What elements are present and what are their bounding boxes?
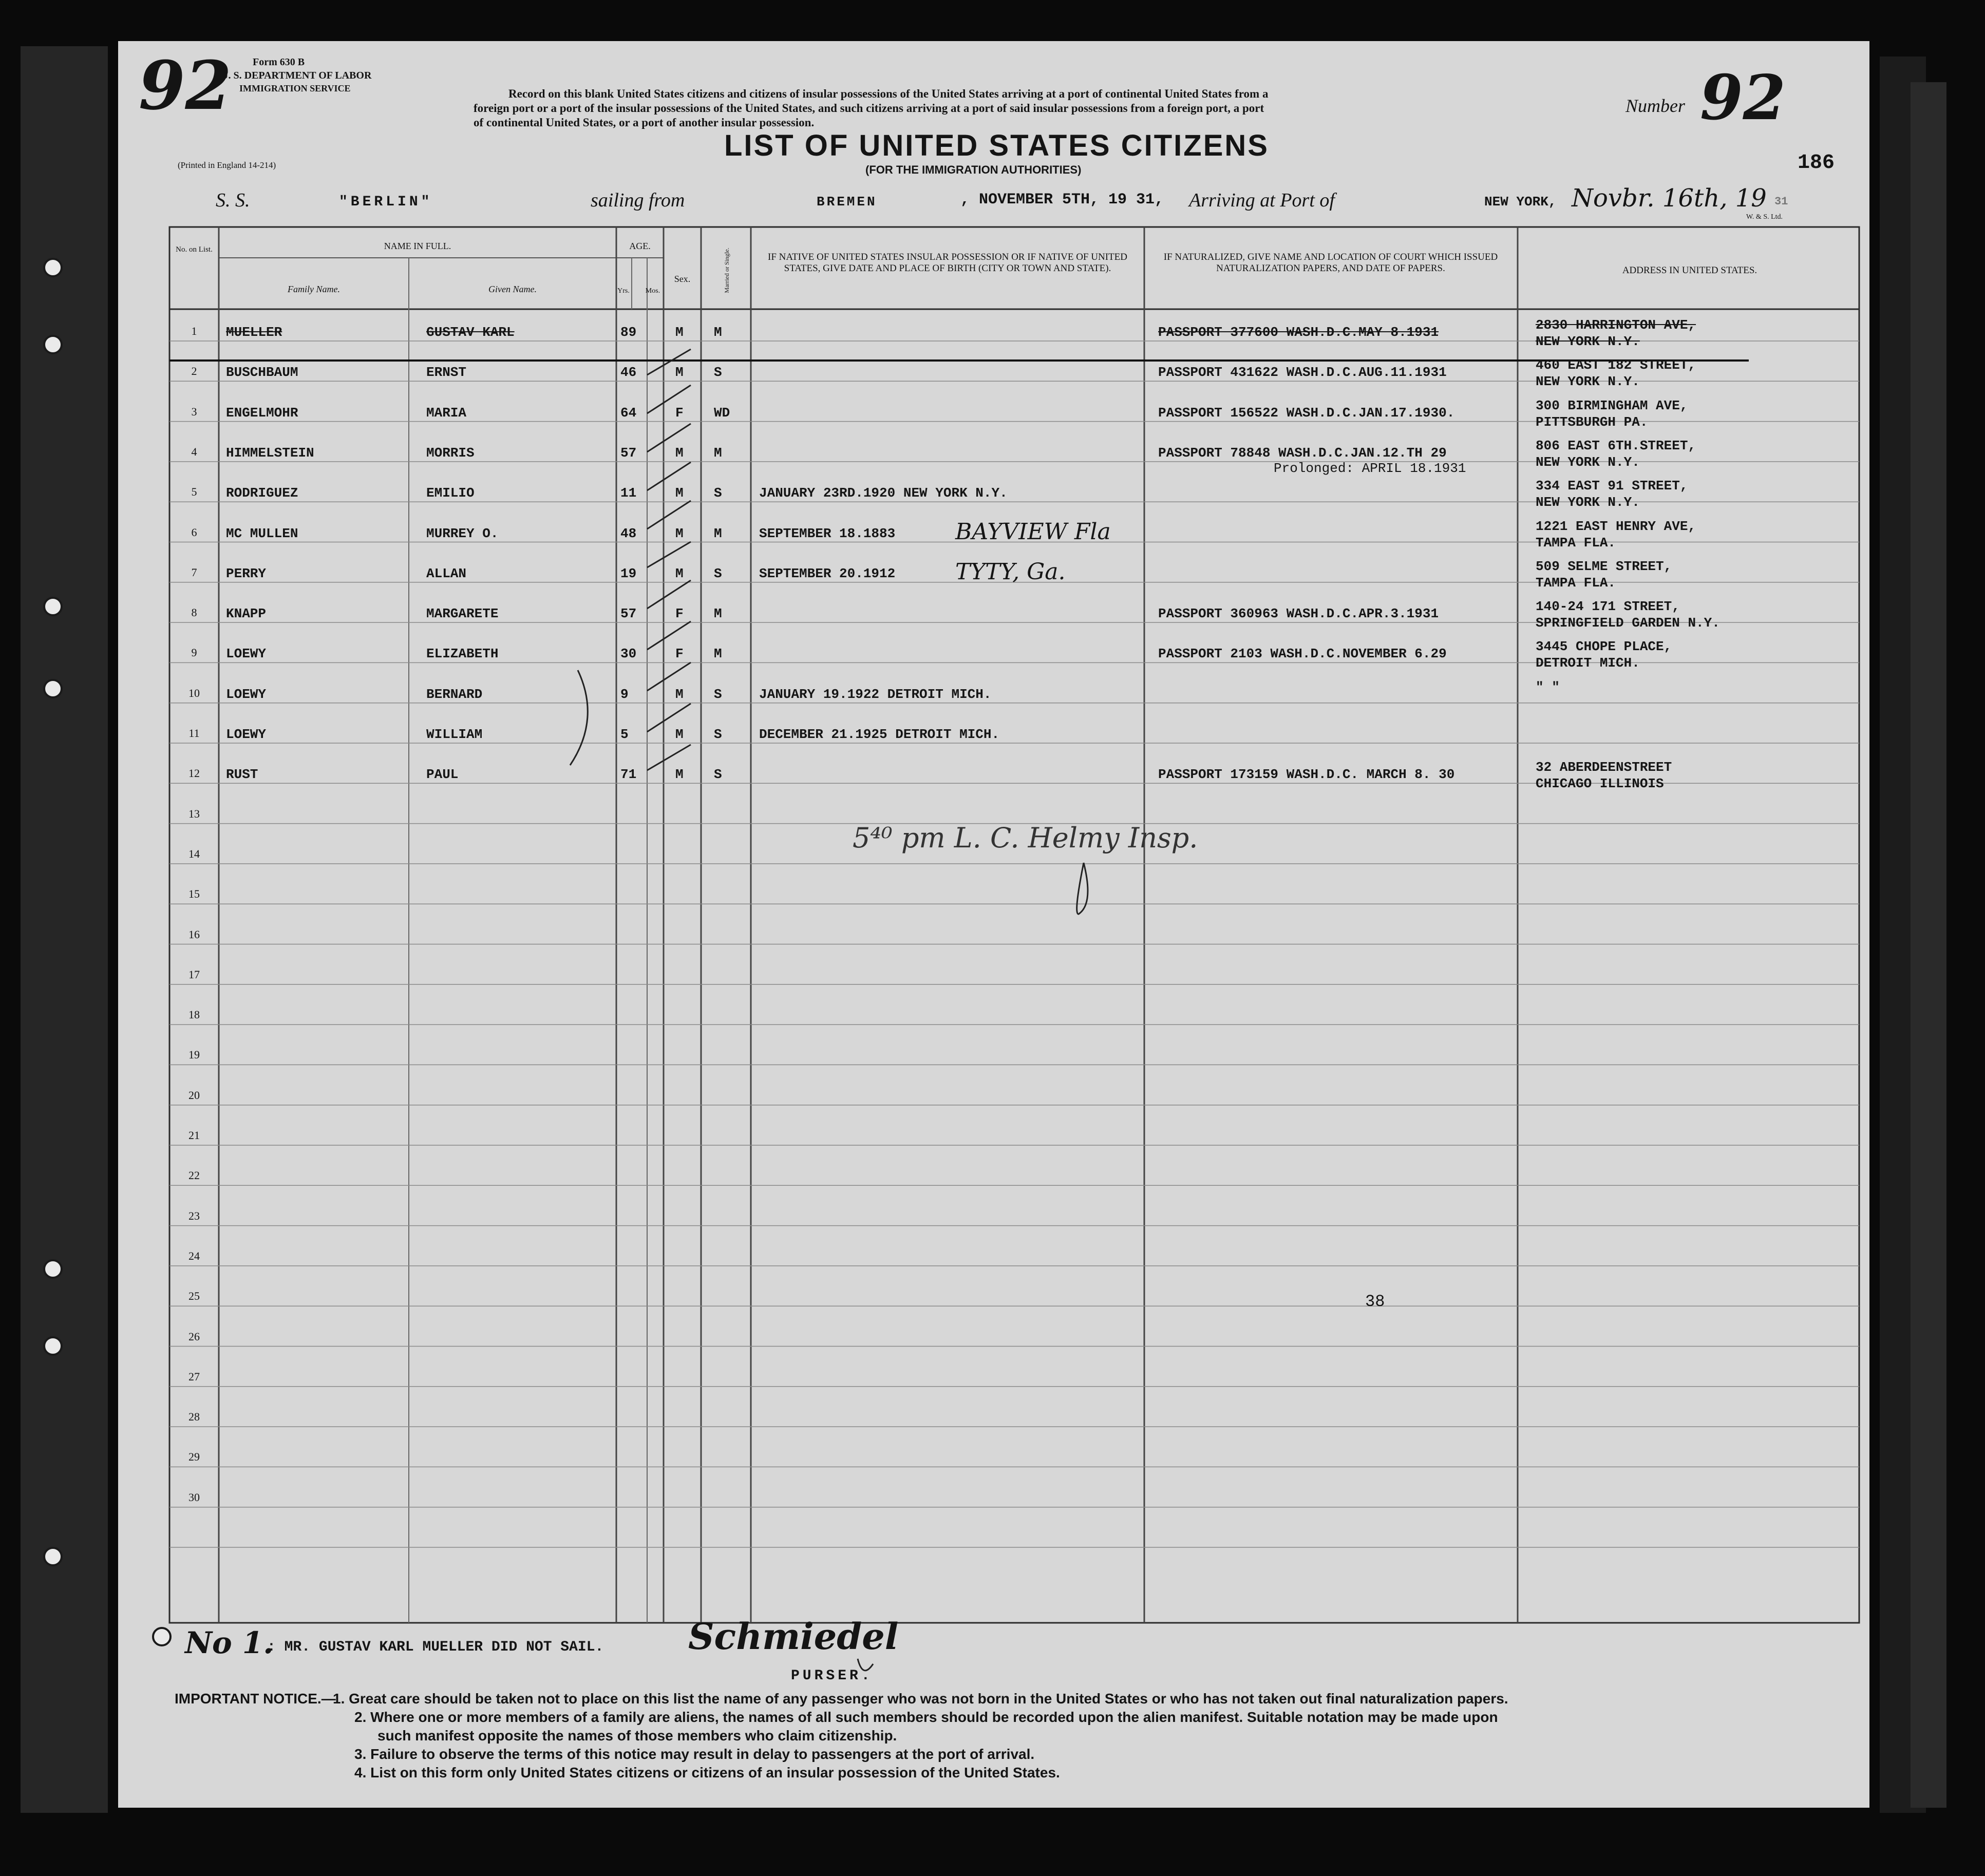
birth-date-place: SEPTEMBER 18.1883 xyxy=(759,525,896,541)
manifest-sheet xyxy=(118,41,1869,1808)
instruction-line-1: Record on this blank United States citizens and citizens of insular possessions of the United States arriving at a port of continental United States from a xyxy=(508,87,1269,100)
address-line-2: NEW YORK N.Y. xyxy=(1536,495,1640,510)
sex: M xyxy=(675,686,684,702)
binder-hole xyxy=(43,1336,63,1356)
address-line-1: 32 ABERDEENSTREET xyxy=(1536,760,1672,775)
arrival-date: Novbr. 16th, 19 xyxy=(1572,184,1767,213)
given-name: ALLAN xyxy=(426,565,467,581)
marital-status: S xyxy=(714,767,722,783)
row-number: 17 xyxy=(188,968,200,981)
page-number-left: 92 xyxy=(139,46,232,125)
sex: F xyxy=(675,606,684,622)
age-years: 89 xyxy=(620,325,637,340)
sex: F xyxy=(675,405,684,421)
address-line-1: 3445 CHOPE PLACE, xyxy=(1536,639,1672,655)
given-name: EMILIO xyxy=(426,485,475,501)
birth-date-place: DECEMBER 21.1925 DETROIT MICH. xyxy=(759,727,1000,742)
notice-4: 4. List on this form only United States citizens or citizens of an insular possession of the United States. xyxy=(354,1765,1060,1780)
given-name: PAUL xyxy=(426,767,459,783)
notice-heading: IMPORTANT NOTICE.— xyxy=(175,1691,336,1707)
row-number: 7 xyxy=(191,565,197,579)
row-number: 26 xyxy=(188,1330,200,1343)
address-line-1: 300 BIRMINGHAM AVE, xyxy=(1536,397,1688,413)
purser-label: PURSER. xyxy=(791,1668,873,1684)
col-given-name: Given Name. xyxy=(488,284,537,294)
row-number: 9 xyxy=(191,646,197,659)
given-name: ERNST xyxy=(426,365,467,381)
address-line-1: 460 EAST 182 STREET, xyxy=(1536,357,1696,373)
given-name: MORRIS xyxy=(426,445,475,461)
row-number: 11 xyxy=(188,727,200,740)
age-years: 46 xyxy=(620,365,637,381)
form-id: Form 630 B xyxy=(253,56,305,68)
age-years: 48 xyxy=(620,525,637,541)
notice-1: 1. Great care should be taken not to place on this list the name of any passenger who was not born in the United States or who has not taken out final naturalization papers. xyxy=(333,1691,1508,1707)
family-name: MUELLER xyxy=(226,325,282,340)
row-number: 4 xyxy=(191,445,197,458)
family-name: PERRY xyxy=(226,565,267,581)
address-line-1: 2830 HARRINGTON AVE, xyxy=(1536,317,1696,333)
marital-status: M xyxy=(714,445,722,461)
family-name: RODRIGUEZ xyxy=(226,485,298,501)
family-name: RUST xyxy=(226,767,258,783)
footer-note-text: : MR. GUSTAV KARL MUELLER DID NOT SAIL. xyxy=(267,1639,604,1655)
table-grid xyxy=(118,41,1869,1808)
sex: M xyxy=(675,727,684,742)
col-birth: IF NATIVE OF UNITED STATES INSULAR POSSESSION OR IF NATIVE OF UNITED STATES, GIVE DATE AND PLACE OF BIRTH (CITY OR TOWN AND STATE). xyxy=(768,252,1127,274)
age-years: 11 xyxy=(620,485,637,501)
stamp-number: 186 xyxy=(1798,151,1835,175)
row-number: 12 xyxy=(188,767,200,780)
given-name: WILLIAM xyxy=(426,727,483,742)
notice-2a: 2. Where one or more members of a family are aliens, the names of all such members should be recorded upon the alien manifest. Suitable notation may be made upon xyxy=(354,1709,1498,1725)
marital-status: M xyxy=(714,606,722,622)
age-years: 57 xyxy=(620,606,637,622)
sex: M xyxy=(675,767,684,783)
address-line-2: PITTSBURGH PA. xyxy=(1536,414,1648,430)
row-number: 20 xyxy=(188,1088,200,1102)
birth-place-handwritten: TYTY, Ga. xyxy=(955,558,1066,585)
row-number: 29 xyxy=(188,1450,200,1464)
binder-hole xyxy=(43,1547,63,1566)
page-title: LIST OF UNITED STATES CITIZENS xyxy=(724,129,1269,162)
ss-label: S. S. xyxy=(216,190,250,211)
arrival-year: 31 xyxy=(1774,195,1788,208)
department: U. S. DEPARTMENT OF LABOR xyxy=(221,70,372,81)
col-address: ADDRESS IN UNITED STATES. xyxy=(1622,265,1757,276)
sailing-label: sailing from xyxy=(591,190,685,211)
row-number: 14 xyxy=(188,847,200,860)
row-number: 19 xyxy=(188,1048,200,1062)
naturalization: PASSPORT 2103 WASH.D.C.NOVEMBER 6.29 xyxy=(1158,646,1447,662)
family-name: HIMMELSTEIN xyxy=(226,445,314,461)
family-name: ENGELMOHR xyxy=(226,405,298,421)
naturalization: PASSPORT 377600 WASH.D.C.MAY 8.1931 xyxy=(1158,325,1439,340)
family-name: LOEWY xyxy=(226,727,267,742)
row-number: 24 xyxy=(188,1249,200,1262)
number-value: 92 xyxy=(1700,62,1786,134)
marital-status: S xyxy=(714,565,722,581)
col-no-on-list: No. on List. xyxy=(176,245,213,254)
binder-hole xyxy=(43,597,63,616)
row-number: 30 xyxy=(188,1490,200,1504)
port-to: NEW YORK, xyxy=(1484,194,1557,210)
row-number: 23 xyxy=(188,1209,200,1222)
notice-2b: such manifest opposite the names of those members who claim citizenship. xyxy=(377,1728,897,1744)
number-label: Number xyxy=(1625,96,1685,116)
date-sailed: , NOVEMBER 5TH, 19 31, xyxy=(960,191,1164,209)
notice-3: 3. Failure to observe the terms of this notice may result in delay to passengers at the port of arrival. xyxy=(354,1746,1035,1762)
age-years: 9 xyxy=(620,686,629,702)
printed-note: (Printed in England 14-214) xyxy=(178,160,276,170)
row-number: 6 xyxy=(191,525,197,539)
row-number: 8 xyxy=(191,606,197,619)
address-line-2: DETROIT MICH. xyxy=(1536,655,1640,671)
page-edge-back xyxy=(1911,82,1946,1808)
col-mos: Mos. xyxy=(645,287,660,295)
sex: F xyxy=(675,646,684,662)
given-name: BERNARD xyxy=(426,686,483,702)
row-number: 13 xyxy=(188,807,200,820)
col-age: AGE. xyxy=(629,241,651,251)
row-number: 10 xyxy=(188,686,200,699)
address-line-2: TAMPA FLA. xyxy=(1536,575,1616,591)
binder-hole xyxy=(152,1627,172,1646)
given-name: MURREY O. xyxy=(426,525,499,541)
binder-hole xyxy=(43,679,63,698)
sex: M xyxy=(675,445,684,461)
inspector-note: 5⁴⁰ pm L. C. Helmy Insp. xyxy=(853,822,1198,854)
address-line-2: NEW YORK N.Y. xyxy=(1536,374,1640,390)
address-line-1: 140-24 171 STREET, xyxy=(1536,599,1680,615)
age-years: 64 xyxy=(620,405,637,421)
naturalization: PASSPORT 360963 WASH.D.C.APR.3.1931 xyxy=(1158,606,1439,622)
address-line-2: NEW YORK N.Y. xyxy=(1536,454,1640,470)
naturalization: PASSPORT 431622 WASH.D.C.AUG.11.1931 xyxy=(1158,365,1447,381)
port-from: BREMEN xyxy=(817,194,877,210)
row-number: 5 xyxy=(191,485,197,499)
sex: M xyxy=(675,485,684,501)
sex: M xyxy=(675,365,684,381)
sex: M xyxy=(675,325,684,340)
marital-status: M xyxy=(714,525,722,541)
binder-hole xyxy=(43,335,63,354)
col-name-in-full: NAME IN FULL. xyxy=(384,241,451,251)
col-sex: Sex. xyxy=(674,274,691,284)
binder-hole xyxy=(43,1259,63,1279)
arriving-label: Arriving at Port of xyxy=(1189,190,1335,211)
address-line-1: 509 SELME STREET, xyxy=(1536,558,1672,574)
age-years: 5 xyxy=(620,727,629,742)
row-number: 16 xyxy=(188,927,200,941)
sex: M xyxy=(675,525,684,541)
row-number: 28 xyxy=(188,1410,200,1424)
row-number: 3 xyxy=(191,405,197,418)
given-name: GUSTAV KARL xyxy=(426,325,515,340)
marital-status: M xyxy=(714,325,722,340)
tally-mark: 38 xyxy=(1365,1292,1385,1311)
address-line-1: 1221 EAST HENRY AVE, xyxy=(1536,518,1696,534)
row-number: 2 xyxy=(191,365,197,378)
row-number: 22 xyxy=(188,1169,200,1182)
marital-status: WD xyxy=(714,405,730,421)
given-name: ELIZABETH xyxy=(426,646,499,662)
address-line-2: SPRINGFIELD GARDEN N.Y. xyxy=(1536,615,1720,631)
birth-date-place: JANUARY 23RD.1920 NEW YORK N.Y. xyxy=(759,485,1008,501)
age-years: 57 xyxy=(620,445,637,461)
col-naturalized: IF NATURALIZED, GIVE NAME AND LOCATION OF COURT WHICH ISSUED NATURALIZATION PAPERS, AND DATE OF PAPERS. xyxy=(1163,252,1498,274)
page-subtitle: (FOR THE IMMIGRATION AUTHORITIES) xyxy=(865,163,1082,176)
birth-date-place: SEPTEMBER 20.1912 xyxy=(759,565,896,581)
footer-note-label: No 1. xyxy=(185,1625,274,1660)
marital-status: S xyxy=(714,727,722,742)
given-name: MARGARETE xyxy=(426,606,499,622)
ship-name: "BERLIN" xyxy=(339,194,433,210)
age-years: 19 xyxy=(620,565,637,581)
address-line-1: 334 EAST 91 STREET, xyxy=(1536,478,1688,494)
marital-status: S xyxy=(714,686,722,702)
row-number: 25 xyxy=(188,1290,200,1303)
row-number: 15 xyxy=(188,887,200,901)
naturalization: PASSPORT 156522 WASH.D.C.JAN.17.1930. xyxy=(1158,405,1455,421)
family-name: MC MULLEN xyxy=(226,525,298,541)
instruction-line-2: foreign port or a port of the insular possessions of the United States, and such citizens arriving at a port of said insular possessions from a foreign port, a port xyxy=(474,102,1264,115)
naturalization: PASSPORT 78848 WASH.D.C.JAN.12.TH 29 xyxy=(1158,445,1447,461)
naturalization-prolonged: Prolonged: APRIL 18.1931 xyxy=(1274,460,1466,476)
row-number: 18 xyxy=(188,1008,200,1021)
col-married-single: Married or Single. xyxy=(723,248,730,293)
age-years: 30 xyxy=(620,646,637,662)
family-name: KNAPP xyxy=(226,606,267,622)
birth-date-place: JANUARY 19.1922 DETROIT MICH. xyxy=(759,686,992,702)
row-number: 1 xyxy=(191,325,197,337)
address-line-2: TAMPA FLA. xyxy=(1536,535,1616,551)
col-yrs: Yrs. xyxy=(617,287,630,295)
family-name: BUSCHBAUM xyxy=(226,365,298,381)
instruction-line-3: of continental United States, or a port of another insular possession. xyxy=(474,116,815,129)
address-line-1: 806 EAST 6TH.STREET, xyxy=(1536,438,1696,453)
binder-hole xyxy=(43,258,63,277)
col-family-name: Family Name. xyxy=(288,284,340,294)
address-line-2: CHICAGO ILLINOIS xyxy=(1536,776,1664,792)
binding-strip xyxy=(21,46,108,1813)
family-name: LOEWY xyxy=(226,646,267,662)
family-name: LOEWY xyxy=(226,686,267,702)
printer-mark: W. & S. Ltd. xyxy=(1746,213,1783,221)
address-line-1: " " xyxy=(1536,679,1560,695)
address-line-2: NEW YORK N.Y. xyxy=(1536,334,1640,349)
row-number: 27 xyxy=(188,1370,200,1383)
given-name: MARIA xyxy=(426,405,467,421)
birth-place-handwritten: BAYVIEW Fla xyxy=(955,518,1111,545)
purser-signature: Schmiedel xyxy=(688,1615,899,1658)
sex: M xyxy=(675,565,684,581)
marital-status: S xyxy=(714,365,722,381)
marital-status: M xyxy=(714,646,722,662)
age-years: 71 xyxy=(620,767,637,783)
marital-status: S xyxy=(714,485,722,501)
naturalization: PASSPORT 173159 WASH.D.C. MARCH 8. 30 xyxy=(1158,767,1455,783)
row-number: 21 xyxy=(188,1129,200,1142)
service: IMMIGRATION SERVICE xyxy=(239,83,351,93)
